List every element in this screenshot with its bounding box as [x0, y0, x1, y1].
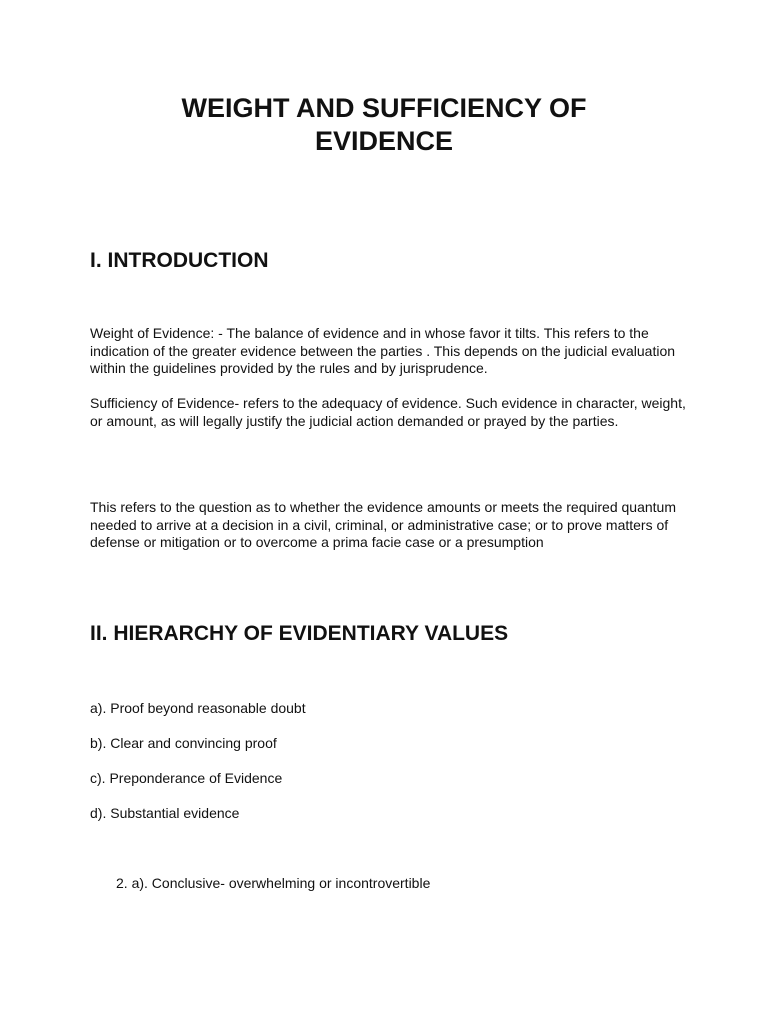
section-heading-introduction: I. INTRODUCTION — [90, 249, 269, 272]
document-title-line-1: WEIGHT AND SUFFICIENCY OF — [181, 93, 587, 123]
sub-list-item-conclusive: 2. a). Conclusive- overwhelming or incontrovertible — [116, 875, 431, 891]
paragraph-sufficiency-of-evidence: Sufficiency of Evidence- refers to the adequacy of evidence. Such evidence in character, weight, or amount, as will legally justify the judicial action demanded or prayed by the parties. — [90, 395, 686, 429]
document-title-line-2: EVIDENCE — [314, 126, 454, 156]
paragraph-quantum-of-evidence: This refers to the question as to whether the evidence amounts or meets the required quantum needed to arrive at a decision in a civil, criminal, or administrative case; or to prove matters of defense or mitigation or to overcome a prima facie case or a presumption — [90, 499, 676, 551]
paragraph-weight-of-evidence: Weight of Evidence: - The balance of evidence and in whose favor it tilts. This refers to the indication of the greater evidence between the parties . This depends on the judicial evaluation within the guidelines provided by the rules and by jurisprudence. — [90, 325, 676, 377]
list-item-preponderance-of-evidence: c). Preponderance of Evidence — [90, 770, 283, 786]
list-item-clear-and-convincing-proof: b). Clear and convincing proof — [90, 735, 277, 751]
section-heading-hierarchy: II. HIERARCHY OF EVIDENTIARY VALUES — [90, 622, 509, 645]
list-item-proof-beyond-reasonable-doubt: a). Proof beyond reasonable doubt — [90, 700, 306, 716]
list-item-substantial-evidence: d). Substantial evidence — [90, 805, 240, 821]
document-title — [0, 92, 768, 158]
